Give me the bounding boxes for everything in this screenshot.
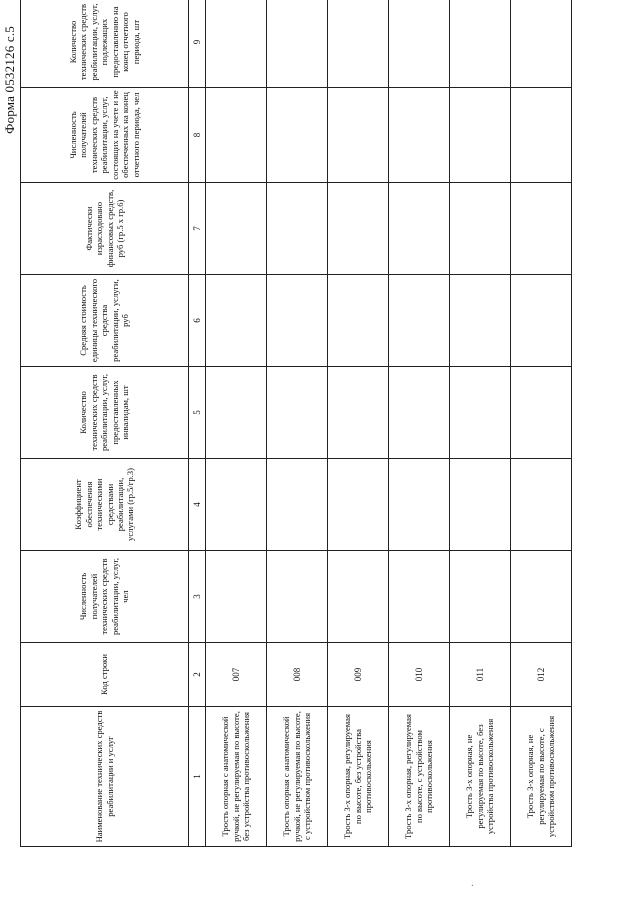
data-cell-col-7[interactable] [267,183,328,275]
data-cell-col-6[interactable] [389,275,450,367]
data-cell-col-9[interactable] [328,0,389,88]
table-body [206,0,572,847]
table-row [450,0,511,847]
data-cell-col-7[interactable] [206,183,267,275]
data-cell-col-8[interactable] [328,88,389,183]
column-number: 2 [189,643,206,707]
data-cell-col-7[interactable] [511,183,572,275]
data-cell-col-3[interactable] [206,551,267,643]
data-cell-col-9[interactable] [450,0,511,88]
header-row [21,0,189,847]
column-number-row [189,0,206,847]
row-code: 009 [328,643,389,707]
column-number: 7 [189,183,206,275]
data-cell-col-3[interactable] [328,551,389,643]
data-cell-col-5[interactable] [267,367,328,459]
column-number: 4 [189,459,206,551]
data-cell-col-6[interactable] [206,275,267,367]
table-row [328,0,389,847]
table-row [206,0,267,847]
data-cell-col-8[interactable] [450,88,511,183]
data-cell-col-8[interactable] [511,88,572,183]
report-table [20,0,572,847]
data-cell-col-3[interactable] [450,551,511,643]
table-row [267,0,328,847]
data-cell-col-9[interactable] [206,0,267,88]
header-not-provided: Численность получателей технических средств реабилитации, услуг, состоящих на учете и не обеспеченных на конец отчетного периода, чел [21,88,189,183]
data-cell-col-5[interactable] [328,367,389,459]
column-number: 3 [189,551,206,643]
data-cell-col-8[interactable] [206,88,267,183]
row-code: 007 [206,643,267,707]
data-cell-col-7[interactable] [328,183,389,275]
data-cell-col-4[interactable] [450,459,511,551]
data-cell-col-4[interactable] [267,459,328,551]
data-cell-col-9[interactable] [511,0,572,88]
row-name: Трость опорная с анатомической ручкой, не регулируемая по высоте, с устройством противоскольжения [267,707,328,847]
data-cell-col-4[interactable] [328,459,389,551]
row-name: Трость 3-х опорная, не регулируемая по высоте, без устройства противоскольжения [450,707,511,847]
data-cell-col-4[interactable] [206,459,267,551]
data-cell-col-5[interactable] [389,367,450,459]
column-number: 6 [189,275,206,367]
data-cell-col-6[interactable] [511,275,572,367]
data-cell-col-3[interactable] [389,551,450,643]
row-name: Трость 3-х опорная, регулируемая по высоте, с устройством противоскольжения [389,707,450,847]
header-recipients: Численность получателей технических средств реабилитации, услуг, чел [21,551,189,643]
data-cell-col-4[interactable] [511,459,572,551]
data-cell-col-3[interactable] [511,551,572,643]
data-cell-col-3[interactable] [267,551,328,643]
data-cell-col-8[interactable] [389,88,450,183]
data-cell-col-7[interactable] [389,183,450,275]
data-cell-col-8[interactable] [267,88,328,183]
data-cell-col-5[interactable] [450,367,511,459]
data-cell-col-6[interactable] [328,275,389,367]
header-code: Код строки [21,643,189,707]
row-name: Трость 3-х опорная, не регулируемая по высоте, с устройством противоскольжения [511,707,572,847]
header-coefficient: Коэффициент обеспечения техническими средствами реабилитации, услугами (гр.5/гр.3) [21,459,189,551]
table-row [389,0,450,847]
row-code: 012 [511,643,572,707]
header-avg-cost: Средняя стоимость единицы технического средства реабилитации, услуги, руб [21,275,189,367]
edge-mark: · [468,883,479,887]
row-name: Трость опорная с анатомической ручкой, не регулируемая по высоте, без устройства противоскольжения [206,707,267,847]
data-cell-col-4[interactable] [389,459,450,551]
row-code: 011 [450,643,511,707]
row-code: 008 [267,643,328,707]
header-name: Наименование технических средств реабилитации и услуг [21,707,189,847]
column-number: 1 [189,707,206,847]
header-spent: Фактически израсходовано финансовых средств, руб (гр.5 х гр.6) [21,183,189,275]
data-cell-col-6[interactable] [450,275,511,367]
column-number: 5 [189,367,206,459]
data-cell-col-6[interactable] [267,275,328,367]
table-row [511,0,572,847]
row-name: Трость 3-х опорная, регулируемая по высоте, без устройства противоскольжения [328,707,389,847]
header-to-provide: Количество технических средств реабилитации, услуг, подлежащих предоставлению на конец отчетного периода, шт [21,0,189,88]
column-number: 8 [189,88,206,183]
data-cell-col-9[interactable] [267,0,328,88]
data-cell-col-5[interactable] [206,367,267,459]
data-cell-col-7[interactable] [450,183,511,275]
data-cell-col-9[interactable] [389,0,450,88]
column-number: 9 [189,0,206,88]
header-quantity: Количество технических средств реабилитации, услуг, предоставленных инвалидам, шт [21,367,189,459]
data-cell-col-5[interactable] [511,367,572,459]
row-code: 010 [389,643,450,707]
form-code: Форма 0532126 с.5 [2,26,17,134]
